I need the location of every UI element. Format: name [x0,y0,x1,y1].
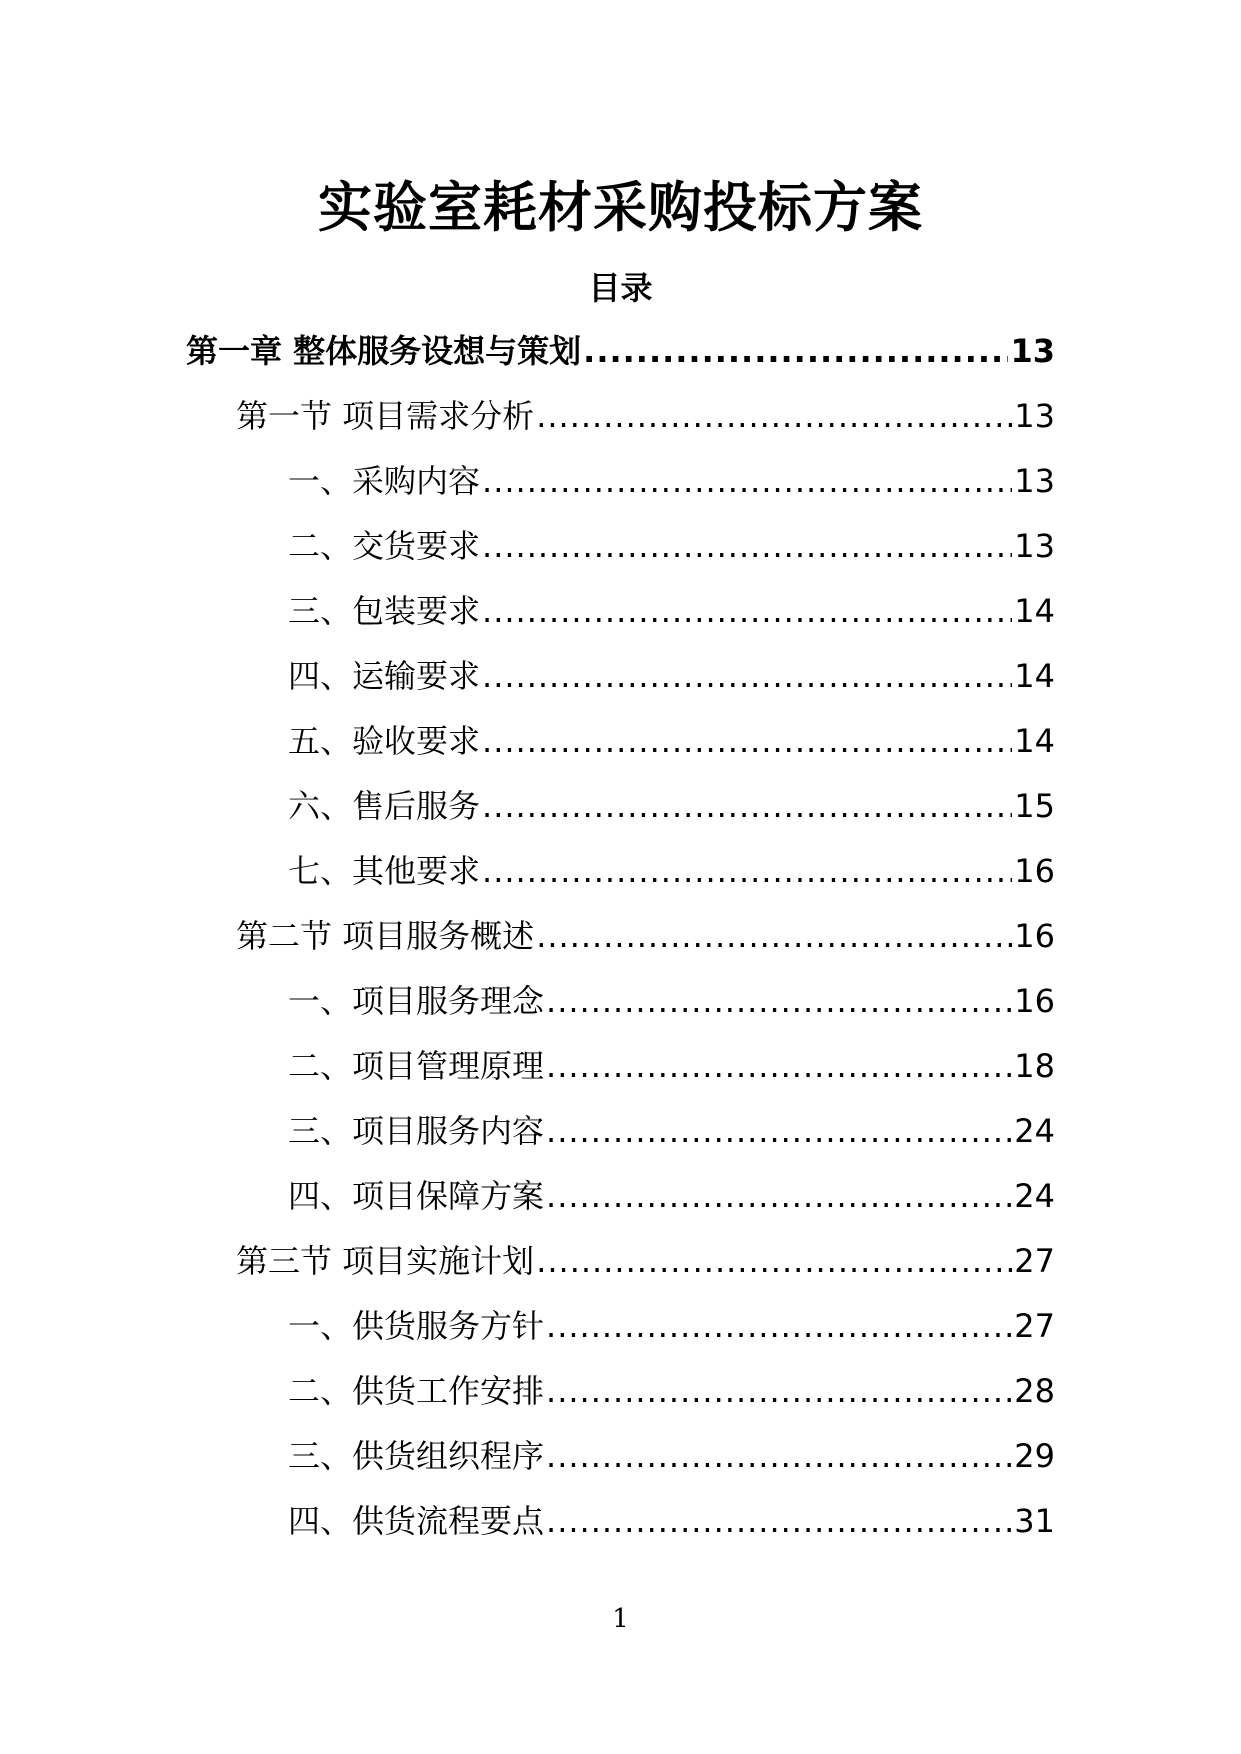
toc-dot-leader [546,1108,1012,1154]
toc-entry-page: 24 [1014,1177,1055,1215]
toc-entry-label: 四、运输要求 [288,657,481,695]
toc-entry-label: 三、项目服务内容 [288,1112,545,1150]
toc-entry-subsection[interactable] [288,653,1055,699]
toc-entry-page: 14 [1014,592,1055,630]
toc-entry-section[interactable] [236,1238,1055,1284]
page-number: 1 [612,1604,629,1634]
toc-entry-page: 13 [1014,527,1055,565]
toc-dot-leader [536,393,1012,439]
toc-entry-subsection[interactable] [288,783,1055,829]
toc-dot-leader [482,653,1012,699]
toc-entry-label: 一、项目服务理念 [288,982,545,1020]
toc-entry-page: 18 [1014,1047,1055,1085]
toc-dot-leader [546,978,1012,1024]
toc-entry-page: 27 [1014,1307,1055,1345]
toc-entry-subsection[interactable] [288,1498,1055,1544]
toc-entry-page: 29 [1014,1437,1055,1475]
toc-entry-label: 七、其他要求 [288,852,481,890]
toc-dot-leader [482,523,1012,569]
toc-dot-leader [546,1303,1012,1349]
toc-entry-subsection[interactable] [288,458,1055,504]
toc-entry-label: 六、售后服务 [288,787,481,825]
toc-entry-label: 二、供货工作安排 [288,1372,545,1410]
toc-entry-label: 三、包装要求 [288,592,481,630]
toc-entry-subsection[interactable] [288,978,1055,1024]
toc-dot-leader [482,458,1012,504]
toc-dot-leader [482,783,1012,829]
toc-entry-subsection[interactable] [288,1043,1055,1089]
toc-entry-page: 31 [1014,1502,1055,1540]
toc-entry-label: 二、项目管理原理 [288,1047,545,1085]
toc-dot-leader [546,1043,1012,1089]
toc-entry-page: 16 [1014,852,1055,890]
toc-dot-leader [482,718,1012,764]
toc-dot-leader [583,328,1008,374]
toc-entry-subsection[interactable] [288,523,1055,569]
toc-entry-label: 三、供货组织程序 [288,1437,545,1475]
toc-entry-section[interactable] [236,393,1055,439]
toc-entry-page: 28 [1014,1372,1055,1410]
toc-entry-subsection[interactable] [288,1433,1055,1479]
toc-dot-leader [482,848,1012,894]
toc-entry-label: 四、供货流程要点 [288,1502,545,1540]
toc-entry-page: 13 [1014,397,1055,435]
toc-dot-leader [546,1368,1012,1414]
toc-entry-label: 第一节 项目需求分析 [236,397,535,435]
toc-entry-page: 24 [1014,1112,1055,1150]
toc-entry-chapter-1[interactable] [186,328,1055,374]
toc-entry-page: 14 [1014,657,1055,695]
toc-entry-page: 14 [1014,722,1055,760]
toc-entry-label: 第一章 整体服务设想与策划 [186,332,582,370]
toc-heading: 目录 [588,269,653,307]
toc-entry-page: 15 [1014,787,1055,825]
toc-entry-subsection[interactable] [288,1173,1055,1219]
toc-entry-subsection[interactable] [288,588,1055,634]
toc-entry-label: 第三节 项目实施计划 [236,1242,535,1280]
toc-dot-leader [536,1238,1012,1284]
toc-entry-page: 16 [1014,982,1055,1020]
toc-entry-label: 四、项目保障方案 [288,1177,545,1215]
toc-entry-label: 二、交货要求 [288,527,481,565]
toc-entry-subsection[interactable] [288,1108,1055,1154]
toc-dot-leader [536,913,1012,959]
toc-entry-label: 第二节 项目服务概述 [236,917,535,955]
toc-entry-label: 一、供货服务方针 [288,1307,545,1345]
toc-entry-page: 13 [1014,462,1055,500]
toc-entry-subsection[interactable] [288,1303,1055,1349]
toc-entry-subsection[interactable] [288,848,1055,894]
toc-dot-leader [482,588,1012,634]
toc-entry-page: 16 [1014,917,1055,955]
document-title: 实验室耗材采购投标方案 [318,176,923,239]
toc-entry-subsection[interactable] [288,1368,1055,1414]
toc-entry-section[interactable] [236,913,1055,959]
toc-entry-subsection[interactable] [288,718,1055,764]
toc-entry-page: 13 [1010,332,1055,370]
toc-dot-leader [546,1498,1012,1544]
toc-dot-leader [546,1173,1012,1219]
toc-entry-label: 五、验收要求 [288,722,481,760]
toc-entry-label: 一、采购内容 [288,462,481,500]
toc-entry-page: 27 [1014,1242,1055,1280]
toc-dot-leader [546,1433,1012,1479]
